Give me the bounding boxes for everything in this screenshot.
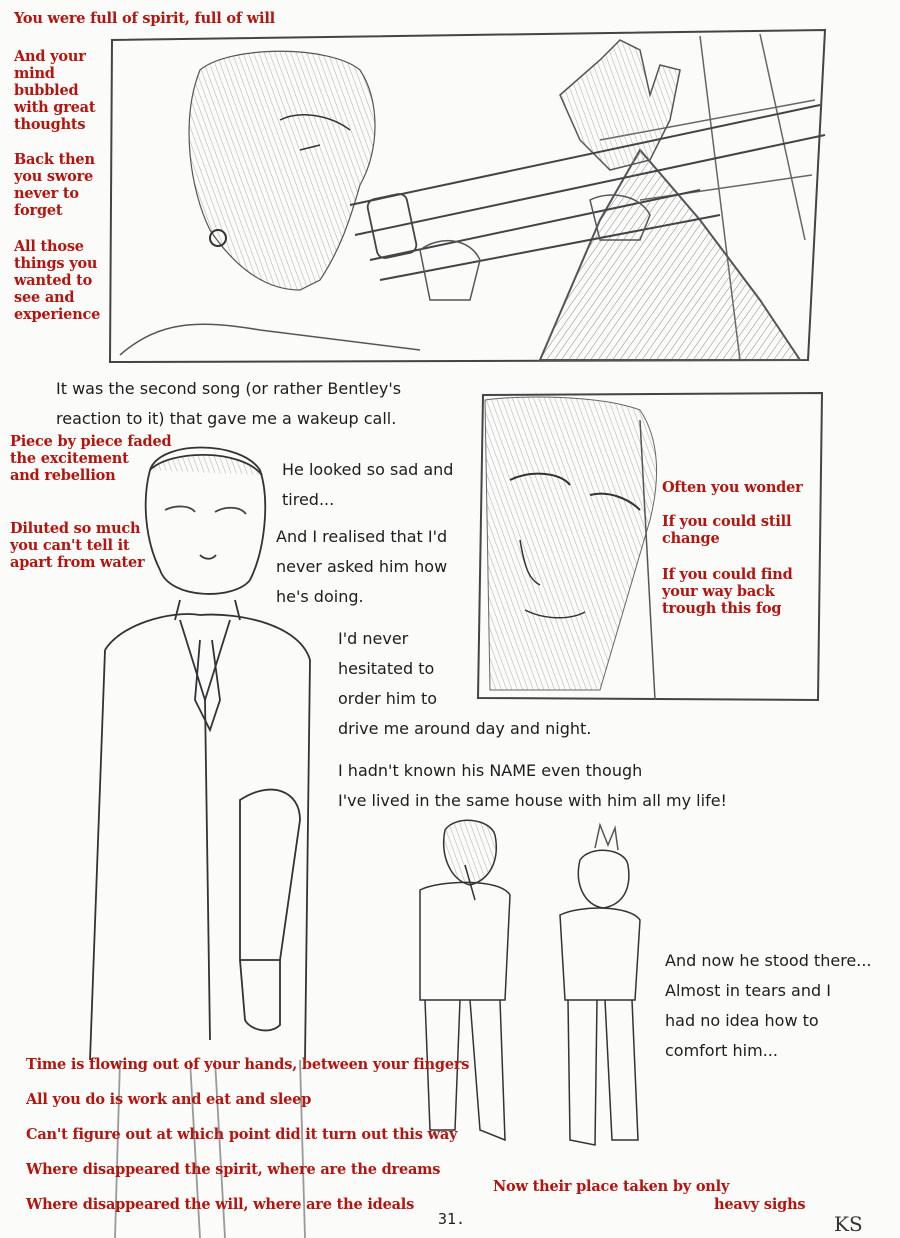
lyric-line: And your [14, 48, 86, 65]
lyric-line: things you [14, 255, 98, 272]
lyric-line: Back then [14, 151, 95, 168]
lyric-line: If you could still [662, 513, 792, 530]
lyric-line: Piece by piece faded [10, 433, 172, 450]
narration-line: He looked so sad and [282, 460, 454, 479]
narration-line: reaction to it) that gave me a wakeup call. [56, 409, 397, 428]
lyric-line: Where disappeared the will, where are the ideals [26, 1196, 415, 1213]
narration-line: hesitated to [338, 659, 435, 678]
narration-line: And now he stood there... [665, 951, 872, 970]
artist-signature: KS [834, 1212, 863, 1236]
narration-wakeup-call [56, 374, 401, 434]
lyric-line: you swore [14, 168, 94, 185]
lyric-line: If you could find [662, 566, 793, 583]
lyric-line: trough this fog [662, 600, 782, 617]
narration-his-name [338, 756, 727, 816]
lyric-mind-bubbled [14, 48, 95, 133]
narration-line: tired... [282, 490, 335, 509]
lyric-often-wonder: Often you wonder [662, 479, 803, 496]
lyric-line: wanted to [14, 272, 93, 289]
narration-line: comfort him... [665, 1041, 778, 1060]
lyric-line: experience [14, 306, 101, 323]
narration-never-hesitated [338, 624, 591, 744]
narration-line: I'd never [338, 629, 409, 648]
lyric-line: you can't tell it [10, 537, 130, 554]
lyric-line: and rebellion [10, 467, 116, 484]
lyric-line: the excitement [10, 450, 129, 467]
lyric-line: bubbled [14, 82, 79, 99]
lyric-line: All those [14, 238, 84, 255]
narration-line: drive me around day and night. [338, 719, 592, 738]
lyric-their-place: Now their place taken by only [493, 1178, 730, 1195]
lyric-line: Where disappeared the spirit, where are the dreams [26, 1161, 441, 1178]
narration-line: It was the second song (or rather Bentley's [56, 379, 402, 398]
lyric-still-change [662, 513, 791, 547]
lyric-line: Can't figure out at which point did it turn out this way [26, 1126, 458, 1143]
narration-line: I've lived in the same house with him all my life! [338, 791, 727, 810]
lyric-line: change [662, 530, 720, 547]
lyric-diluted [10, 520, 145, 571]
narration-line: Almost in tears and I [665, 981, 831, 1000]
lyric-line: forget [14, 202, 63, 219]
lyric-line: apart from water [10, 554, 145, 571]
narration-line: I hadn't known his NAME even though [338, 761, 643, 780]
narration-line: had no idea how to [665, 1011, 819, 1030]
narration-line: order him to [338, 689, 438, 708]
lyric-line: Diluted so much [10, 520, 141, 537]
lyric-heavy-sighs: heavy sighs [714, 1196, 806, 1213]
lyric-piece-by-piece [10, 433, 171, 484]
lyric-line: mind [14, 65, 55, 82]
narration-line: And I realised that I'd [276, 527, 448, 546]
lyric-line: your way back [662, 583, 775, 600]
lyric-line: thoughts [14, 116, 86, 133]
lyric-line: All you do is work and eat and sleep [26, 1091, 312, 1108]
lyric-line: see and [14, 289, 75, 306]
page-number: 31. [438, 1210, 466, 1228]
lyric-bottom-verse [26, 1047, 469, 1222]
panel-trumpet [110, 30, 825, 362]
figure-small-right [560, 825, 640, 1145]
lyric-line: never to [14, 185, 79, 202]
narration-sad-tired [282, 455, 453, 515]
lyric-all-those-things [14, 238, 100, 323]
lyric-find-your-way [662, 566, 793, 617]
narration-line: never asked him how [276, 557, 448, 576]
lyric-line: Time is flowing out of your hands, between your fingers [26, 1056, 470, 1073]
narration-realised [276, 522, 447, 612]
narration-stood-there [665, 946, 872, 1066]
lyric-swore-never [14, 151, 95, 219]
lyric-spirit-will: You were full of spirit, full of will [14, 10, 275, 27]
narration-line: he's doing. [276, 587, 364, 606]
lyric-line: with great [14, 99, 96, 116]
